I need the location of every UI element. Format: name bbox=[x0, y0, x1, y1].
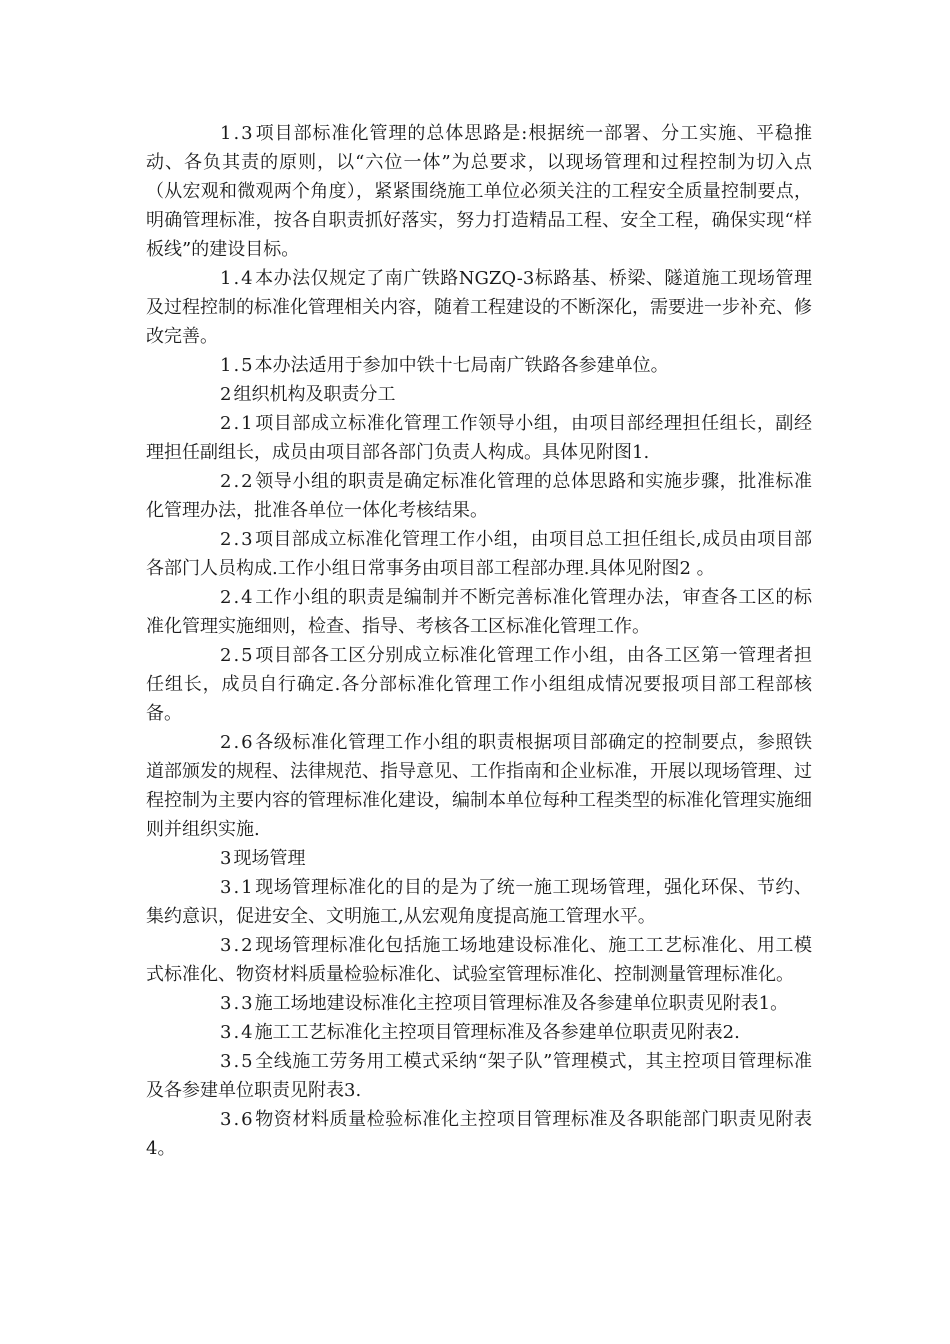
paragraph-2-5 bbox=[146, 641, 812, 728]
section-number: 3 bbox=[220, 848, 234, 869]
section-number: 3.2 bbox=[220, 935, 255, 956]
section-number: 3.5 bbox=[220, 1051, 255, 1072]
paragraph-text: 本办法仅规定了南广铁路NGZQ-3标路基、桥梁、隧道施工现场管理及过程控制的标准化管理相关内容，随着工程建设的不断深化，需要进一步补充、修改完善。 bbox=[146, 268, 812, 347]
paragraph-2-2 bbox=[146, 467, 812, 525]
section-heading-3 bbox=[146, 844, 812, 873]
document-body bbox=[146, 119, 812, 1163]
section-number: 3.6 bbox=[220, 1109, 255, 1130]
paragraph-3-4 bbox=[146, 1018, 812, 1047]
paragraph-text: 现场管理标准化包括施工场地建设标准化、施工工艺标准化、用工模式标准化、物资材料质量检验标准化、试验室管理标准化、控制测量管理标准化。 bbox=[146, 935, 812, 985]
paragraph-text: 项目部成立标准化管理工作领导小组，由项目部经理担任组长，副经理担任副组长，成员由项目部各部门负责人构成。具体见附图1. bbox=[146, 413, 812, 463]
paragraph-3-1 bbox=[146, 873, 812, 931]
section-heading-2 bbox=[146, 380, 812, 409]
section-number: 2.2 bbox=[220, 471, 255, 492]
paragraph-1-5 bbox=[146, 351, 812, 380]
paragraph-text: 现场管理标准化的目的是为了统一施工现场管理，强化环保、节约、集约意识，促进安全、文明施工,从宏观角度提高施工管理水平。 bbox=[146, 877, 812, 927]
paragraph-3-6 bbox=[146, 1105, 812, 1163]
paragraph-text: 项目部成立标准化管理工作小组，由项目总工担任组长,成员由项目部各部门人员构成.工作小组日常事务由项目部工程部办理.具体见附图2 。 bbox=[146, 529, 812, 579]
paragraph-text: 全线施工劳务用工模式采纳“架子队”管理模式，其主控项目管理标准及各参建单位职责见附表3. bbox=[146, 1051, 812, 1101]
section-number: 3.4 bbox=[220, 1022, 255, 1043]
section-number: 2 bbox=[220, 384, 234, 405]
paragraph-text: 领导小组的职责是确定标准化管理的总体思路和实施步骤，批准标准化管理办法，批准各单位一体化考核结果。 bbox=[146, 471, 812, 521]
paragraph-1-3 bbox=[146, 119, 812, 264]
section-number: 1.3 bbox=[220, 123, 255, 144]
section-number: 3.1 bbox=[220, 877, 255, 898]
section-number: 3.3 bbox=[220, 993, 255, 1014]
section-heading-text: 现场管理 bbox=[233, 848, 306, 869]
paragraph-2-6 bbox=[146, 728, 812, 844]
paragraph-text: 物资材料质量检验标准化主控项目管理标准及各职能部门职责见附表4。 bbox=[146, 1109, 812, 1159]
paragraph-text: 施工场地建设标准化主控项目管理标准及各参建单位职责见附表1。 bbox=[254, 993, 789, 1014]
section-number: 1.5 bbox=[220, 355, 255, 376]
paragraph-text: 本办法适用于参加中铁十七局南广铁路各参建单位。 bbox=[254, 355, 669, 376]
paragraph-3-2 bbox=[146, 931, 812, 989]
paragraph-text: 项目部各工区分别成立标准化管理工作小组，由各工区第一管理者担任组长，成员自行确定.各分部标准化管理工作小组组成情况要报项目部工程部核备。 bbox=[146, 645, 812, 724]
paragraph-3-5 bbox=[146, 1047, 812, 1105]
paragraph-1-4 bbox=[146, 264, 812, 351]
section-number: 2.1 bbox=[220, 413, 255, 434]
paragraph-text: 项目部标准化管理的总体思路是:根据统一部署、分工实施、平稳推动、各负其责的原则，以“六位一体”为总要求，以现场管理和过程控制为切入点（从宏观和微观两个角度），紧紧围绕施工单位必须关注的工程安全质量控制要点，明确管理标准，按各自职责抓好落实，努力打造精品工程、安全工程，确保实现“样板线”的建设目标。 bbox=[146, 123, 812, 260]
section-heading-text: 组织机构及职责分工 bbox=[233, 384, 396, 405]
paragraph-text: 工作小组的职责是编制并不断完善标准化管理办法，审查各工区的标准化管理实施细则，检查、指导、考核各工区标准化管理工作。 bbox=[146, 587, 812, 637]
section-number: 2.3 bbox=[220, 529, 255, 550]
section-number: 1.4 bbox=[220, 268, 255, 289]
section-number: 2.4 bbox=[220, 587, 255, 608]
paragraph-2-4 bbox=[146, 583, 812, 641]
paragraph-text: 施工工艺标准化主控项目管理标准及各参建单位职责见附表2. bbox=[254, 1022, 740, 1043]
paragraph-2-1 bbox=[146, 409, 812, 467]
paragraph-text: 各级标准化管理工作小组的职责根据项目部确定的控制要点，参照铁道部颁发的规程、法律规范、指导意见、工作指南和企业标准，开展以现场管理、过程控制为主要内容的管理标准化建设，编制本单位每种工程类型的标准化管理实施细则并组织实施. bbox=[146, 732, 812, 840]
section-number: 2.6 bbox=[220, 732, 255, 753]
paragraph-2-3 bbox=[146, 525, 812, 583]
section-number: 2.5 bbox=[220, 645, 255, 666]
paragraph-3-3 bbox=[146, 989, 812, 1018]
